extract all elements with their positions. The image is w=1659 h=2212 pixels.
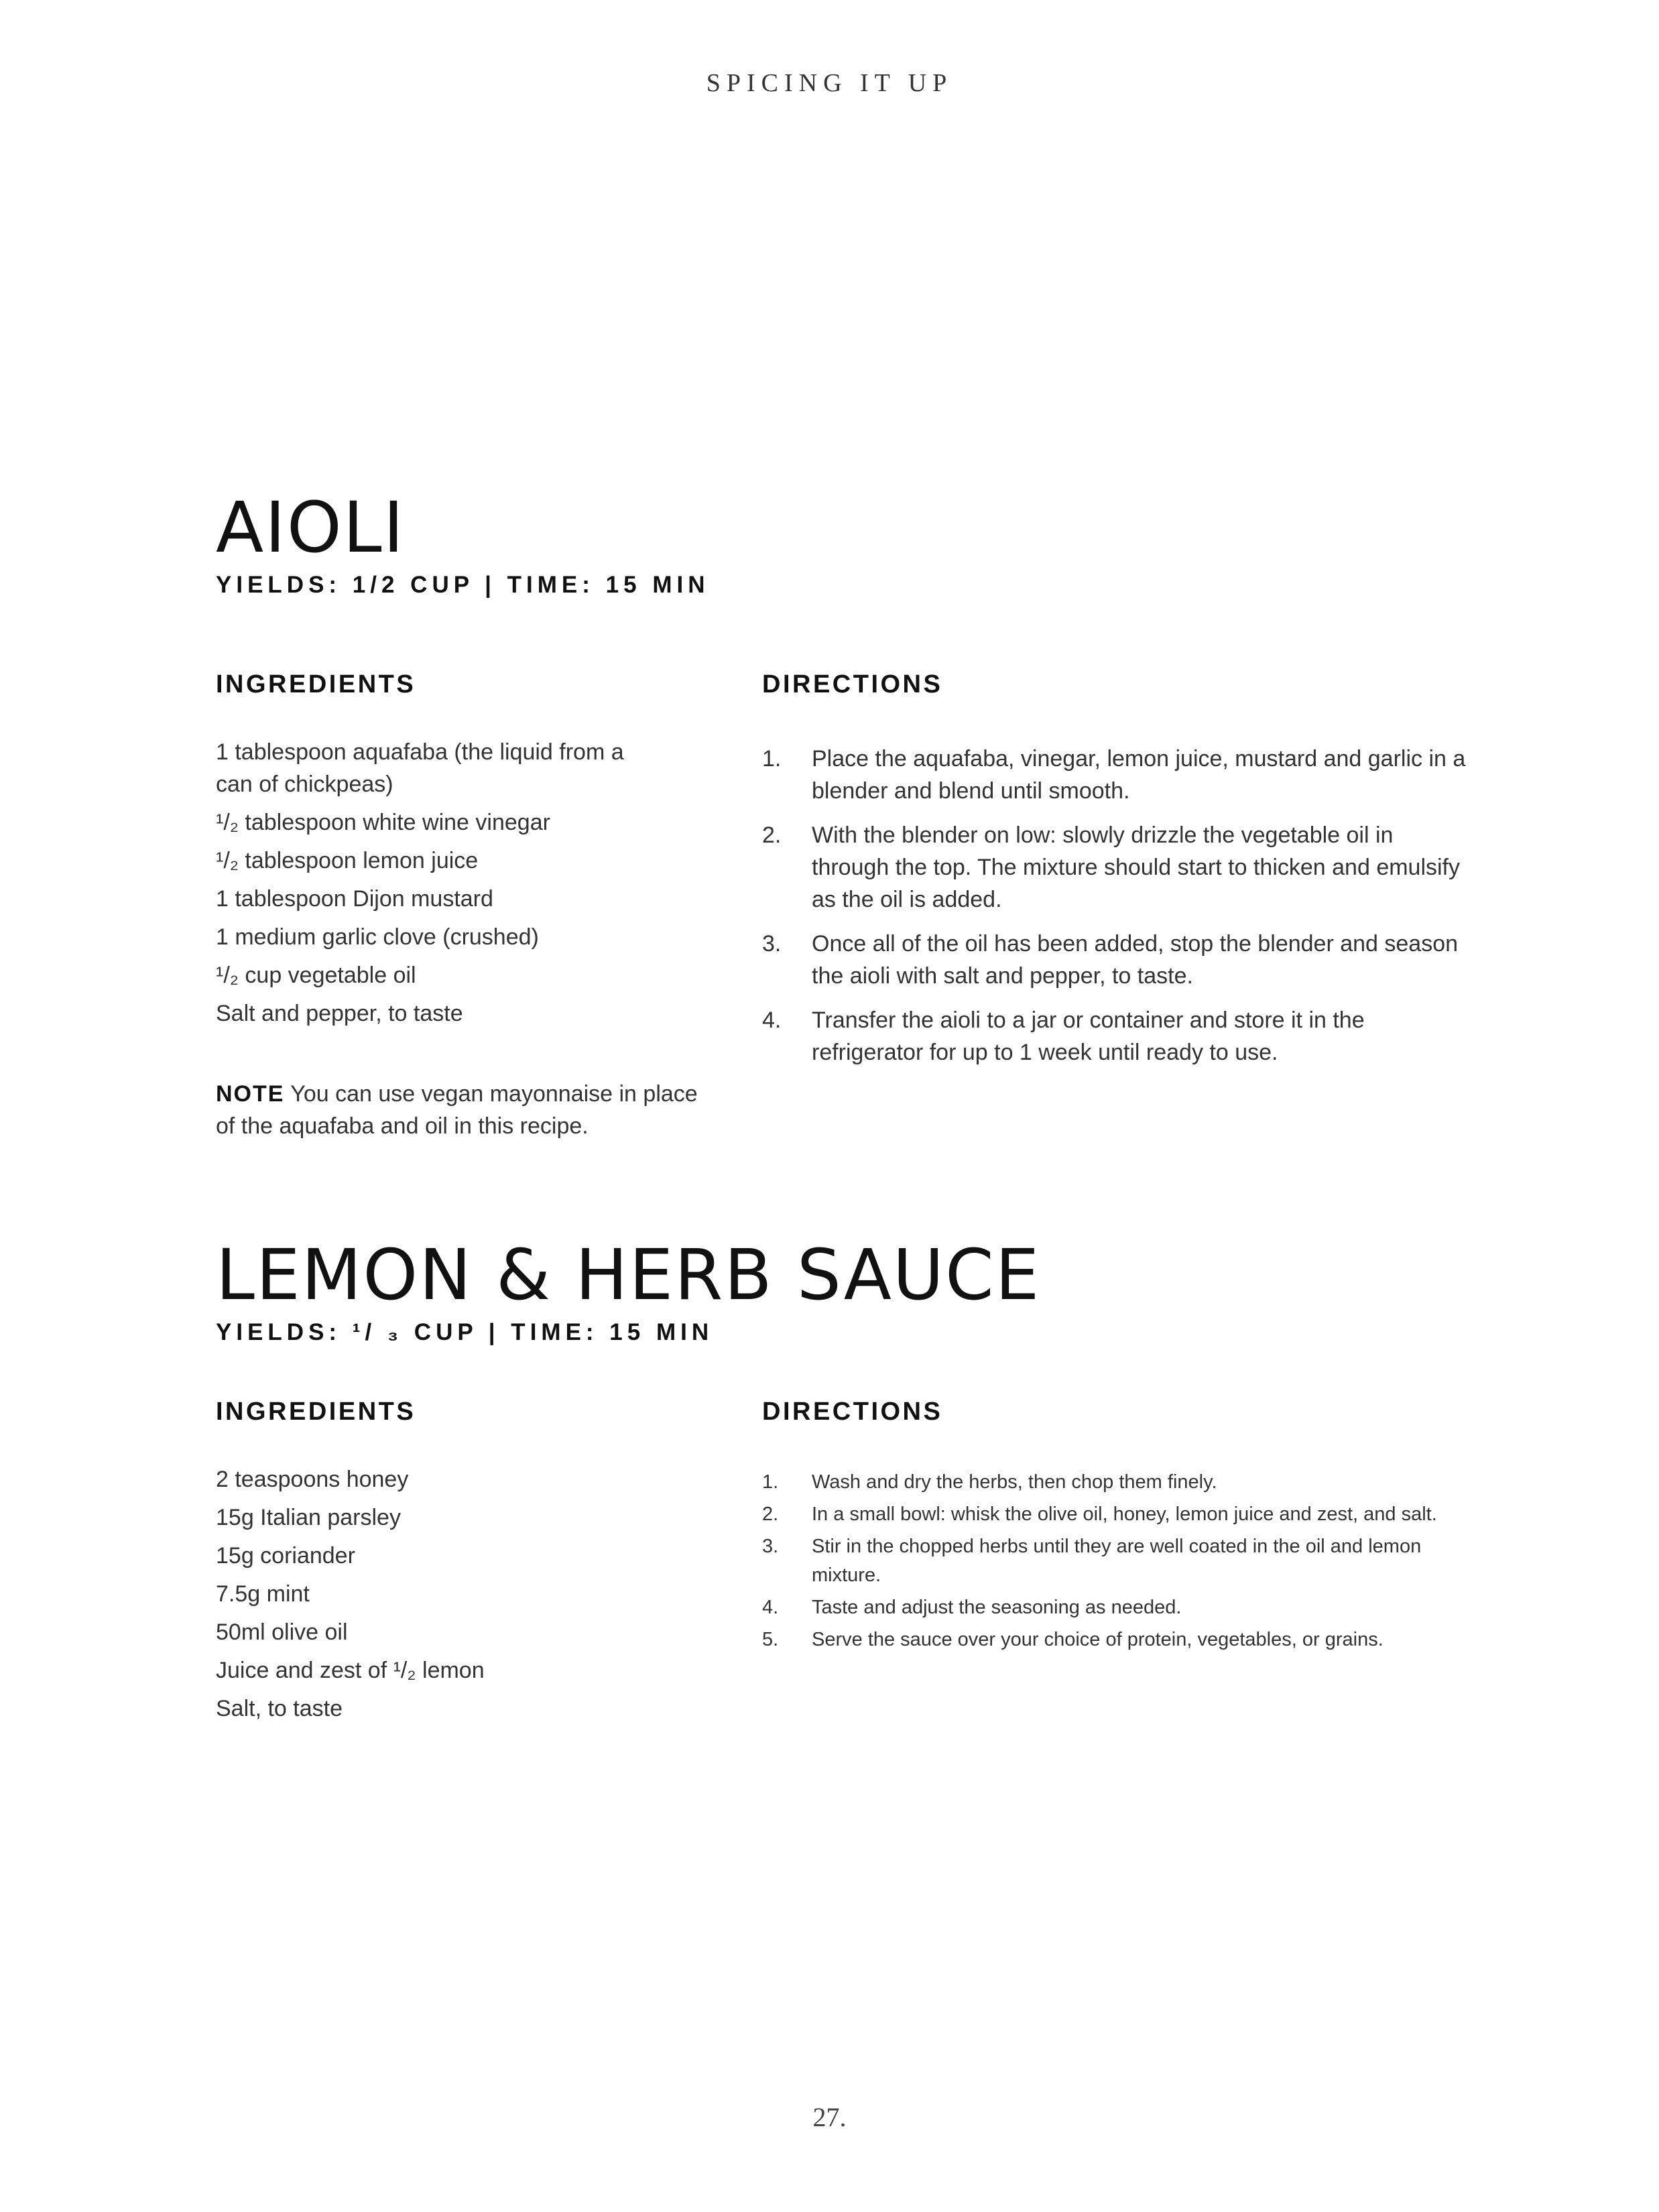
direction-step [762, 1004, 1466, 1068]
recipe-lemon-herb-sauce [216, 1234, 1476, 1721]
step-text: In a small bowl: whisk the olive oil, honey, lemon juice and zest, and salt. [812, 1503, 1437, 1525]
step-text: Stir in the chopped herbs until they are well coated in the oil and lemon mixture. [812, 1536, 1422, 1586]
ingredient-item: ¹/₂ tablespoon white wine vinegar [216, 810, 550, 835]
note-label: NOTE [216, 1081, 285, 1107]
step-text: Wash and dry the herbs, then chop them finely. [812, 1471, 1217, 1493]
recipe-meta: YIELDS: 1/2 CUP | TIME: 15 MIN [216, 572, 710, 598]
direction-step [762, 1593, 1466, 1622]
recipe-meta: YIELDS: ¹/ ₃ CUP | TIME: 15 MIN [216, 1319, 714, 1345]
ingredient-item: 1 tablespoon aquafaba (the liquid from a can of chickpeas) [216, 739, 624, 797]
ingredient-item: 7.5g mint [216, 1581, 310, 1607]
step-text: Once all of the oil has been added, stop the blender and season the aioli with salt and pepper, to taste. [812, 931, 1459, 989]
step-text: Serve the sauce over your choice of protein, vegetables, or grains. [812, 1629, 1384, 1650]
ingredient-item: 2 teaspoons honey [216, 1467, 409, 1492]
step-text: Taste and adjust the seasoning as needed. [812, 1597, 1182, 1618]
ingredients-list [216, 1463, 685, 1725]
ingredient-item: 1 tablespoon Dijon mustard [216, 886, 493, 912]
recipe-title: LEMON & HERB SAUCE [216, 1234, 1041, 1316]
direction-step [762, 819, 1466, 916]
step-text: Place the aquafaba, vinegar, lemon juice, mustard and garlic in a blender and blend until smooth. [812, 746, 1466, 804]
step-text: Transfer the aioli to a jar or container and store it in the refrigerator for up to 1 week until ready to use. [812, 1007, 1365, 1065]
recipe-title: AIOLI [216, 487, 406, 568]
step-number: 5. [762, 1629, 779, 1650]
note-text: You can use vegan mayonnaise in place of the aquafaba and oil in this recipe. [216, 1081, 698, 1139]
ingredients-column [216, 1398, 712, 1731]
ingredient-item: ¹/₂ tablespoon lemon juice [216, 848, 479, 873]
direction-step [762, 1500, 1466, 1529]
step-number: 2. [762, 1503, 779, 1525]
ingredient-item: Juice and zest of ¹/₂ lemon [216, 1658, 485, 1683]
directions-column [762, 670, 1473, 1081]
step-number: 3. [762, 1536, 779, 1557]
page-number: 27. [812, 2102, 847, 2132]
directions-heading: DIRECTIONS [762, 1398, 943, 1426]
ingredient-item: 15g Italian parsley [216, 1505, 401, 1530]
directions-list [762, 743, 1466, 1068]
ingredient-item: 1 medium garlic clove (crushed) [216, 924, 539, 950]
step-number: 4. [762, 1007, 782, 1033]
recipe-note [216, 1078, 698, 1142]
step-number: 1. [762, 746, 782, 772]
direction-step [762, 743, 1466, 807]
recipe-aioli [216, 487, 1476, 1139]
ingredient-item: 15g coriander [216, 1543, 355, 1569]
ingredient-item: ¹/₂ cup vegetable oil [216, 963, 416, 988]
directions-column [762, 1398, 1473, 1658]
ingredients-heading: INGREDIENTS [216, 670, 416, 698]
ingredient-item: Salt, to taste [216, 1696, 343, 1721]
direction-step [762, 1468, 1466, 1497]
directions-heading: DIRECTIONS [762, 670, 943, 698]
ingredients-list [216, 736, 645, 1030]
ingredients-heading: INGREDIENTS [216, 1398, 416, 1426]
ingredient-item: Salt and pepper, to taste [216, 1001, 463, 1026]
step-number: 1. [762, 1471, 779, 1493]
directions-list [762, 1468, 1466, 1654]
direction-step [762, 1532, 1466, 1590]
step-number: 4. [762, 1597, 779, 1618]
direction-step [762, 1625, 1466, 1654]
running-head: SPICING IT UP [706, 69, 953, 97]
step-number: 2. [762, 822, 782, 848]
step-number: 3. [762, 931, 782, 957]
direction-step [762, 928, 1466, 992]
ingredients-column [216, 670, 712, 1142]
ingredient-item: 50ml olive oil [216, 1619, 348, 1645]
step-text: With the blender on low: slowly drizzle the vegetable oil in through the top. The mixture should start to thicken and emulsify as the oil is added. [812, 822, 1461, 912]
